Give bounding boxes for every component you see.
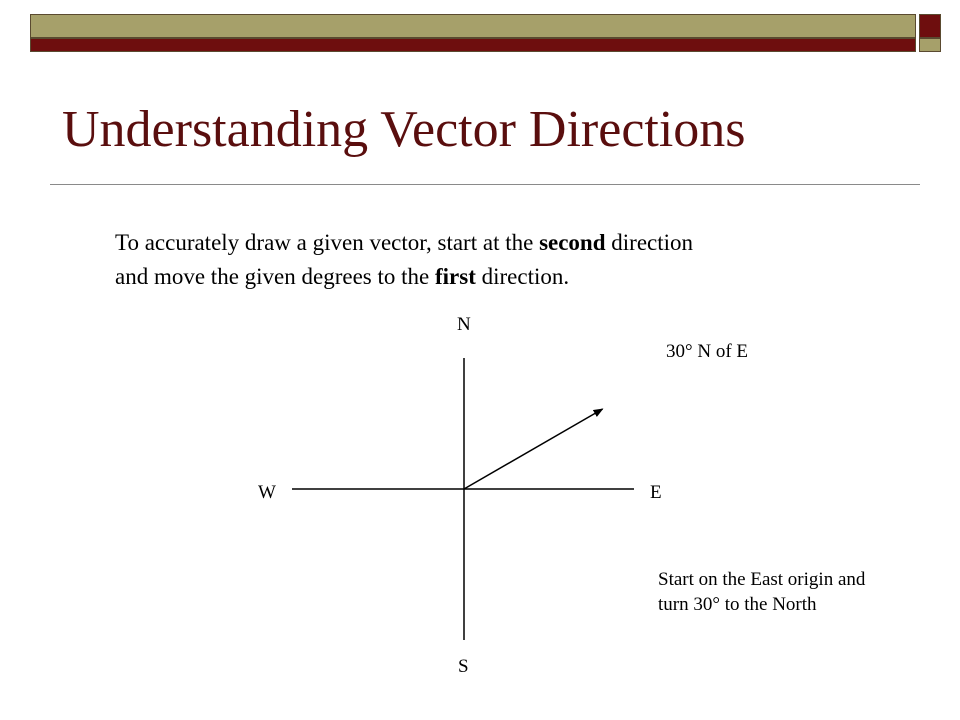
instruction-line2-start: and move the given degrees to the [115, 264, 435, 289]
instruction-emphasis-first: first [434, 264, 476, 289]
vector-arrow [464, 409, 603, 489]
west-label: W [258, 482, 276, 503]
vector-angle-label: 30° N of E [666, 341, 749, 362]
instruction-emphasis-second: second [539, 230, 606, 255]
direction-note: Start on the East origin and turn 30° to the North [658, 569, 866, 615]
instruction-line2-end: direction. [475, 264, 570, 289]
east-label: E [650, 482, 662, 503]
south-label: S [458, 656, 469, 677]
slide-title: Understanding Vector Directions [62, 101, 746, 158]
north-label: N [457, 314, 471, 335]
instruction-line1-end: direction [605, 230, 694, 255]
instruction-line1-start: To accurately draw a given vector, start at the [115, 230, 540, 255]
